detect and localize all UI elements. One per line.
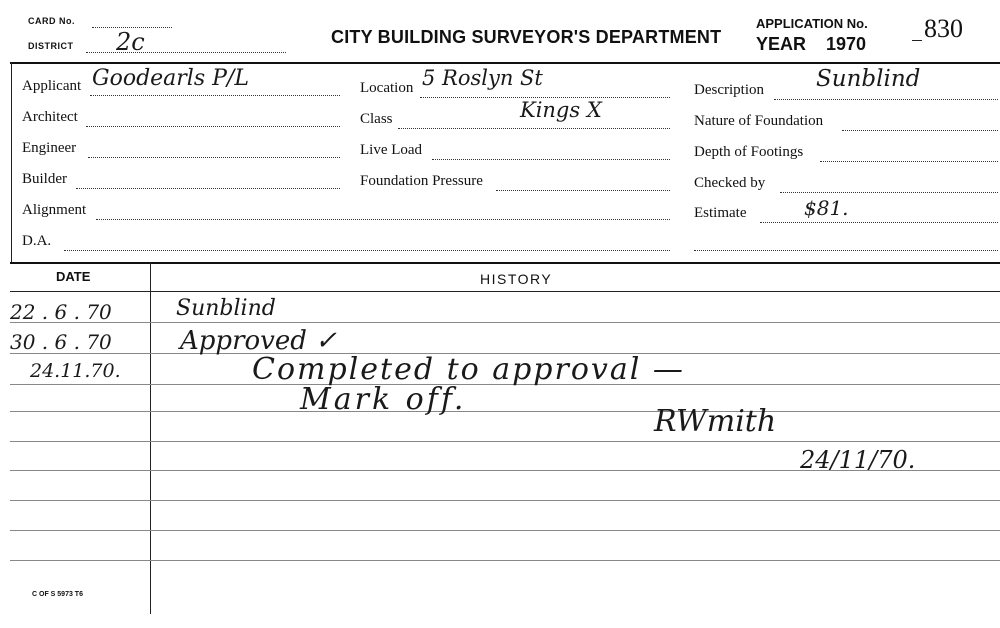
history-entry-3: Completed to approval — (252, 352, 685, 387)
history-date-2: 30 . 6 . 70 (10, 330, 112, 354)
architect-line (86, 126, 340, 127)
year-value: 1970 (826, 34, 867, 54)
class-line (398, 128, 670, 129)
ruled-line (10, 411, 1000, 412)
location-label: Location (360, 80, 414, 96)
live-load-line (432, 159, 670, 160)
table-header-divider (10, 291, 1000, 292)
live-load-label: Live Load (360, 142, 423, 158)
depth-of-footings-line (820, 161, 998, 162)
checked-by-line (780, 192, 998, 193)
class-label: Class (360, 111, 393, 127)
ruled-line (10, 441, 1000, 442)
estimate-label: Estimate (694, 205, 747, 221)
nature-of-foundation-line (842, 130, 998, 131)
da-line (64, 250, 670, 251)
header-divider (10, 62, 1000, 64)
table-column-divider (150, 262, 151, 614)
history-entry-2: Approved ✓ (180, 326, 337, 356)
alignment-label: Alignment (22, 202, 87, 218)
architect-label: Architect (22, 109, 78, 125)
history-entry-1: Sunblind (176, 296, 276, 321)
district-label: DISTRICT (28, 41, 74, 51)
engineer-line (88, 157, 340, 158)
class-value: Kings X (520, 98, 602, 122)
ruled-line (10, 500, 1000, 501)
foundation-pressure-label: Foundation Pressure (360, 173, 483, 189)
da-label: D.A. (22, 233, 52, 249)
description-value: Sunblind (816, 66, 921, 92)
applicant-label: Applicant (22, 78, 82, 94)
engineer-label: Engineer (22, 140, 77, 156)
history-date-3: 24.11.70. (30, 360, 121, 382)
form-code: C OF S 5973 T6 (32, 591, 83, 598)
location-value: 5 Roslyn St (422, 66, 543, 90)
builder-label: Builder (22, 171, 67, 187)
application-dash (912, 40, 922, 41)
estimate-value: $81. (804, 196, 849, 220)
history-date-1: 22 . 6 . 70 (10, 300, 112, 324)
ruled-line (10, 322, 1000, 323)
ruled-line (10, 530, 1000, 531)
history-entry-4: Mark off. (300, 382, 467, 417)
signature: RWmith (654, 404, 777, 439)
description-label: Description (694, 82, 764, 98)
right-extra-line (694, 250, 998, 251)
card-no-label: CARD No. (28, 16, 75, 26)
checked-by-label: Checked by (694, 175, 766, 191)
department-title: CITY BUILDING SURVEYOR'S DEPARTMENT (331, 27, 722, 47)
ruled-line (10, 560, 1000, 561)
signature-date: 24/11/70. (800, 446, 916, 474)
estimate-line (760, 222, 998, 223)
table-top-border (10, 262, 1000, 264)
application-no-value: 830 (924, 14, 963, 43)
description-line (774, 99, 998, 100)
foundation-pressure-line (496, 190, 670, 191)
card-left-edge (11, 62, 12, 262)
history-header: HISTORY (480, 271, 553, 287)
year-label: YEAR (756, 34, 807, 54)
date-header: DATE (56, 269, 91, 284)
application-no-label: APPLICATION No. (756, 16, 868, 31)
district-value: 2c (116, 28, 145, 56)
builder-line (76, 188, 340, 189)
applicant-line (90, 95, 340, 96)
nature-of-foundation-label: Nature of Foundation (694, 113, 824, 129)
alignment-line (96, 219, 670, 220)
applicant-value: Goodearls P/L (92, 66, 249, 91)
depth-of-footings-label: Depth of Footings (694, 144, 804, 160)
